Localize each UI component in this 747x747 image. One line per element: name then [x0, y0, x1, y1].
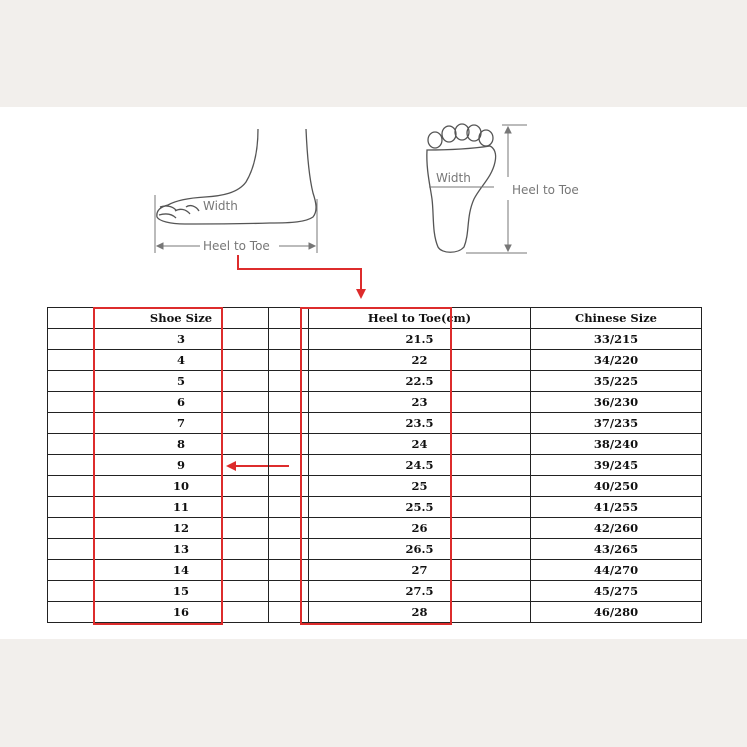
spacer-cell: [48, 371, 94, 392]
cell-shoe-size: 15: [94, 581, 269, 602]
cell-heel-to-toe: 26: [309, 518, 531, 539]
spacer-cell: [48, 602, 94, 623]
cell-chinese-size: 44/270: [531, 560, 702, 581]
cell-heel-to-toe: 22.5: [309, 371, 531, 392]
header-shoe-size: Shoe Size: [94, 308, 269, 329]
cell-chinese-size: 43/265: [531, 539, 702, 560]
spacer-cell: [48, 476, 94, 497]
cell-heel-to-toe: 26.5: [309, 539, 531, 560]
cell-chinese-size: 35/225: [531, 371, 702, 392]
cell-heel-to-toe: 24: [309, 434, 531, 455]
spacer-cell: [48, 560, 94, 581]
cell-chinese-size: 41/255: [531, 497, 702, 518]
cell-chinese-size: 38/240: [531, 434, 702, 455]
cell-shoe-size: 7: [94, 413, 269, 434]
cell-shoe-size: 3: [94, 329, 269, 350]
cell-heel-to-toe: 28: [309, 602, 531, 623]
cell-chinese-size: 37/235: [531, 413, 702, 434]
spacer-cell: [48, 497, 94, 518]
cell-chinese-size: 40/250: [531, 476, 702, 497]
cell-shoe-size: 4: [94, 350, 269, 371]
spacer-cell: [48, 518, 94, 539]
cell-chinese-size: 39/245: [531, 455, 702, 476]
cell-chinese-size: 33/215: [531, 329, 702, 350]
spacer-cell: [48, 413, 94, 434]
cell-heel-to-toe: 23: [309, 392, 531, 413]
spacer-cell: [48, 392, 94, 413]
spacer-cell: [48, 308, 94, 329]
cell-heel-to-toe: 25: [309, 476, 531, 497]
spacer-cell: [48, 581, 94, 602]
cell-shoe-size: 8: [94, 434, 269, 455]
spacer-cell: [48, 434, 94, 455]
cell-shoe-size: 12: [94, 518, 269, 539]
sole-view-width-label: Width: [436, 171, 471, 185]
cell-chinese-size: 46/280: [531, 602, 702, 623]
cell-shoe-size: 14: [94, 560, 269, 581]
length-column-pointer-arrow: [238, 255, 366, 299]
header-heel-to-toe: Heel to Toe(cm): [309, 308, 531, 329]
cell-heel-to-toe: 22: [309, 350, 531, 371]
cell-shoe-size: 6: [94, 392, 269, 413]
cell-heel-to-toe: 23.5: [309, 413, 531, 434]
sole-view-foot-illustration: [427, 124, 496, 252]
cell-shoe-size: 5: [94, 371, 269, 392]
cell-heel-to-toe: 21.5: [309, 329, 531, 350]
size-chart-sheet: [0, 107, 747, 639]
spacer-cell: [48, 329, 94, 350]
spacer-cell: [48, 350, 94, 371]
cell-shoe-size: 11: [94, 497, 269, 518]
spacer-cell: [48, 455, 94, 476]
cell-shoe-size: 13: [94, 539, 269, 560]
spacer-cell: [48, 539, 94, 560]
side-view-length-label: Heel to Toe: [203, 239, 270, 253]
cell-heel-to-toe: 27: [309, 560, 531, 581]
cell-shoe-size: 10: [94, 476, 269, 497]
cell-shoe-size: 9: [94, 455, 269, 476]
cell-heel-to-toe: 27.5: [309, 581, 531, 602]
cell-chinese-size: 45/275: [531, 581, 702, 602]
shoe-size-column-highlight: [93, 307, 223, 625]
cell-shoe-size: 16: [94, 602, 269, 623]
cell-chinese-size: 36/230: [531, 392, 702, 413]
cell-chinese-size: 42/260: [531, 518, 702, 539]
cell-heel-to-toe: 25.5: [309, 497, 531, 518]
sole-view-length-label: Heel to Toe: [512, 183, 579, 197]
header-chinese-size: Chinese Size: [531, 308, 702, 329]
cell-chinese-size: 34/220: [531, 350, 702, 371]
heel-to-toe-column-highlight: [300, 307, 452, 625]
side-view-width-label: Width: [203, 199, 238, 213]
cell-heel-to-toe: 24.5: [309, 455, 531, 476]
